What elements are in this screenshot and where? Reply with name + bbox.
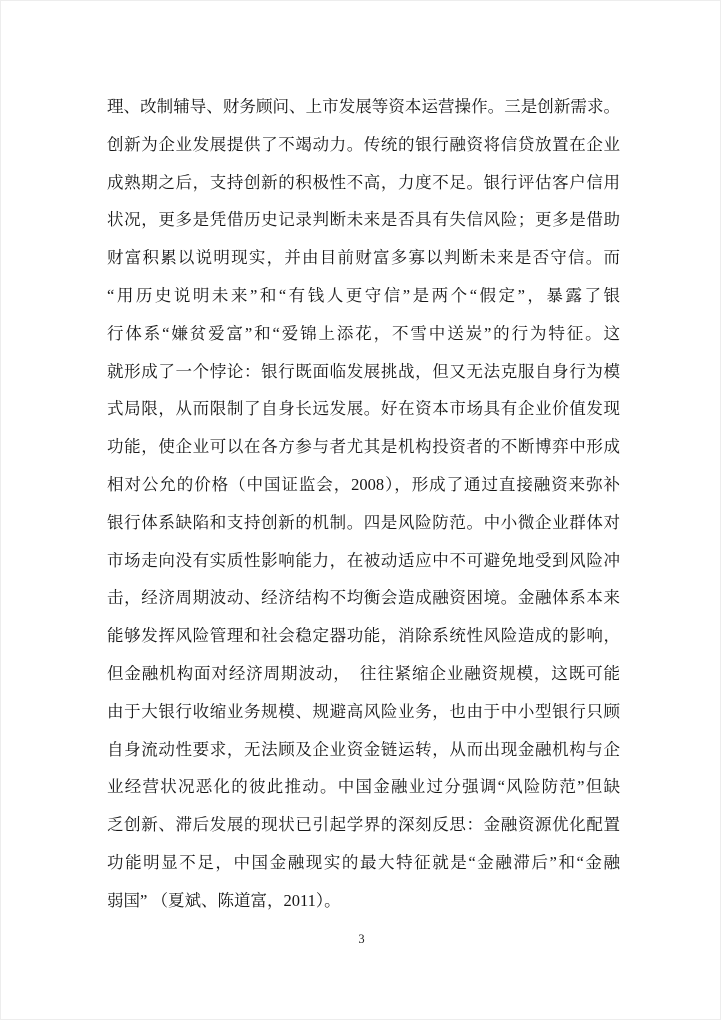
text-line: 业经营状况恶化的彼此推动。中国金融业过分强调“风险防范”但缺 [107, 777, 620, 797]
text-line: 银行体系缺陷和支持创新的机制。四是风险防范。中小微企业群体对 [107, 512, 620, 532]
text-line: 能够发挥风险管理和社会稳定器功能，消除系统性风险造成的影响， [107, 626, 620, 646]
text-line: 功能，使企业可以在各方参与者尤其是机构投资者的不断博弈中形成 [107, 437, 620, 457]
page-number: 3 [358, 932, 365, 946]
text-line: 功能明显不足，中国金融现实的最大特征就是“金融滞后”和“金融 [107, 852, 620, 872]
text-line: 成熟期之后，支持创新的积极性不高，力度不足。银行评估客户信用 [107, 172, 620, 192]
text-line: 市场走向没有实质性影响能力，在被动适应中不可避免地受到风险冲 [107, 550, 620, 570]
text-line: 但金融机构面对经济周期波动， 往往紧缩企业融资规模，这既可能 [107, 663, 620, 683]
text-line: “用历史说明未来”和“有钱人更守信”是两个“假定”，暴露了银 [107, 285, 620, 305]
text-line: 由于大银行收缩业务规模、规避高风险业务，也由于中小型银行只顾 [107, 701, 620, 721]
text-line: 弱国” （夏斌、陈道富，2011）。 [107, 890, 341, 910]
text-line: 财富积累以说明现实，并由目前财富多寡以判断未来是否守信。而 [107, 248, 620, 268]
text-line: 创新为企业发展提供了不竭动力。传统的银行融资将信贷放置在企业 [107, 134, 620, 154]
text-line: 就形成了一个悖论：银行既面临发展挑战，但又无法克服自身行为模 [107, 361, 620, 381]
text-line: 理、改制辅导、财务顾问、上市发展等资本运营操作。三是创新需求。 [107, 97, 620, 116]
text-line: 击，经济周期波动、经济结构不均衡会造成融资困境。金融体系本来 [107, 588, 620, 608]
text-line: 相对公允的价格（中国证监会，2008），形成了通过直接融资来弥补 [107, 474, 620, 494]
text-line: 行体系“嫌贫爱富”和“爱锦上添花，不雪中送炭”的行为特征。这 [107, 323, 620, 343]
body-text [107, 88, 620, 920]
text-line: 式局限，从而限制了自身长远发展。好在资本市场具有企业价值发现 [107, 399, 620, 419]
text-line: 乏创新、滞后发展的现状已引起学界的深刻反思：金融资源优化配置 [107, 815, 620, 835]
text-line: 状况，更多是凭借历史记录判断未来是否具有失信风险；更多是借助 [107, 210, 620, 230]
text-line: 自身流动性要求，无法顾及企业资金链运转，从而出现金融机构与企 [107, 739, 620, 759]
